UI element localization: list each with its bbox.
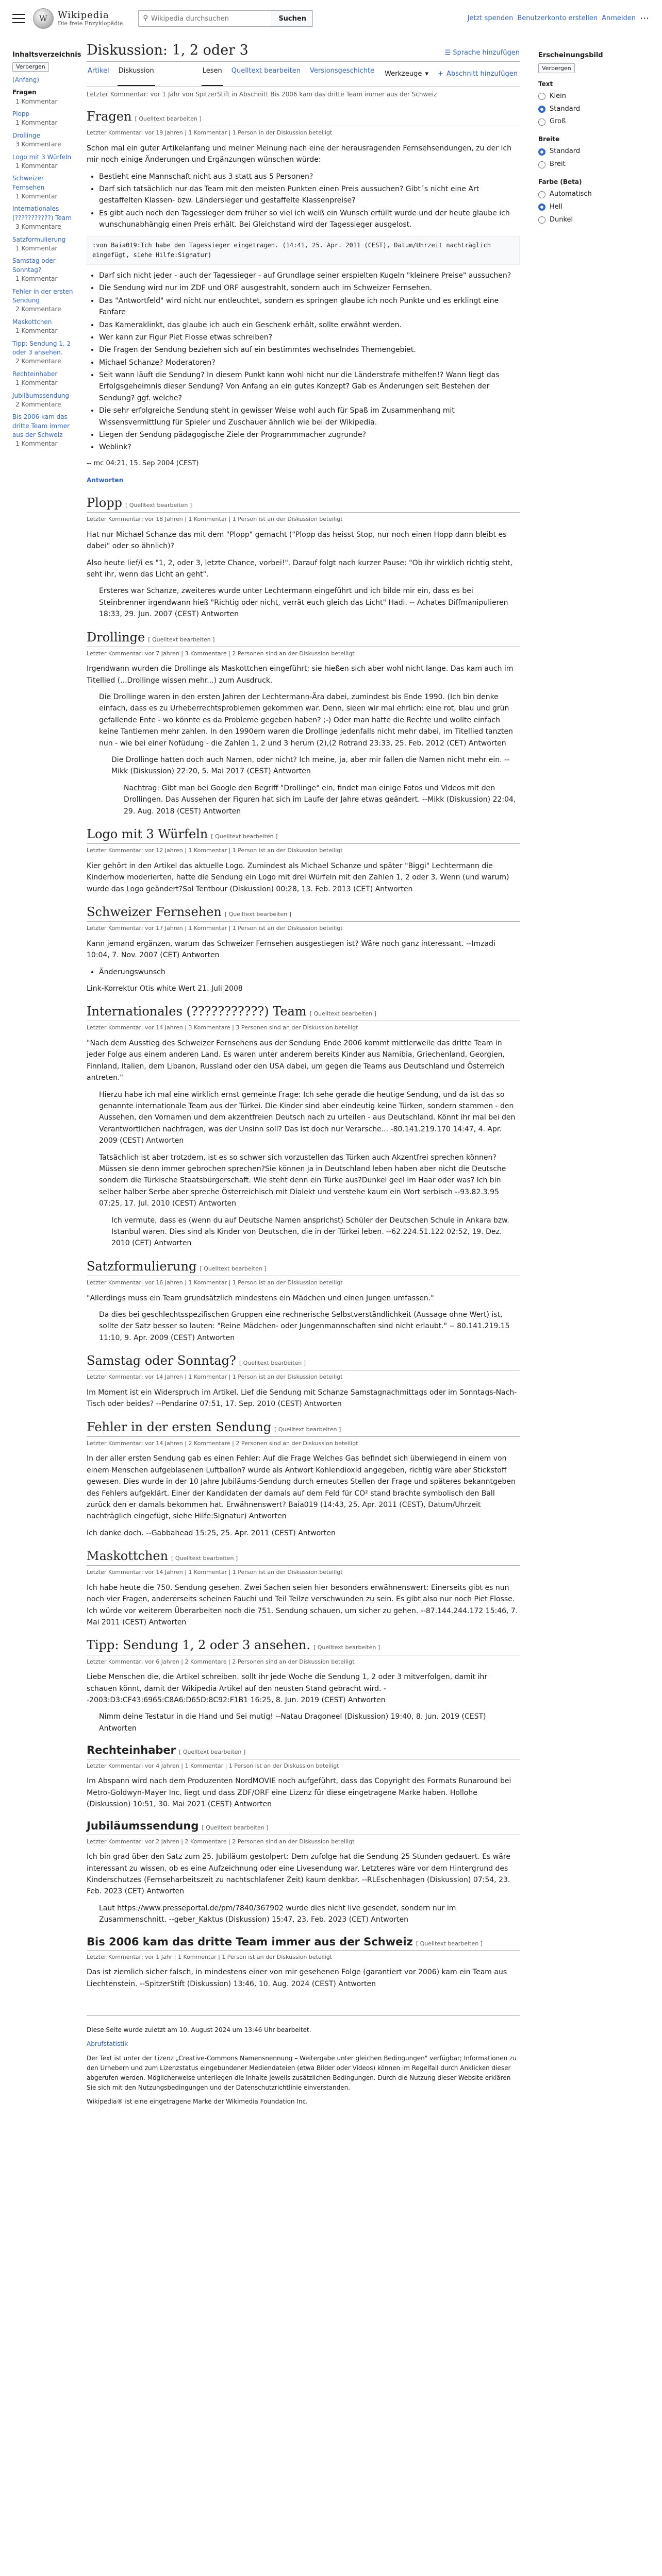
edit-source-link[interactable]: [ Quelltext bearbeiten ] [224, 910, 291, 918]
toc-item[interactable] [12, 413, 73, 449]
comment-text: In der aller ersten Sendung gab es einen Fehler: Auf die Frage Welches Gas befindet sich überwiegend in einem von einem Menschen aufgeblasenen Luftballon? wurde als Antwort Kohlendioxid angegeben, richtig wäre aber Stickstoff gewesen. Dies wurde in der 10 Jahre Jubiläums-Sendung durch erneutes Stellen der Frage und späteres bekanntgeben des Fehlers aufgeklärt. Einer der Kandidaten der damals auf dem Feld für CO² stand brachte symbolisch den Ball zurück den er damals bekommen hat. Erwähnenswert? Baia019 (14:43, 25. Apr. 2011 (CEST), Datum/Uhrzeit nachträglich eingefügt, siehe Hilfe:Signatur) Antworten [87, 1454, 516, 1521]
page-title: Diskussion: 1, 2 oder 3 [87, 42, 249, 58]
comment-text: Im Abspann wird nach dem Produzenten NordMOVIE noch aufgeführt, dass das Copyright des Formats Runaround bei Metro-Goldwyn-Mayer Inc. liegt und dass ZDF/ORF eine Lizenz für diese eingetragene Marke haben. Hollohe (Diskussion) 10:51, 30. Mai 2021 (CEST) Antworten [87, 1777, 511, 1808]
edit-source-link[interactable]: [ Quelltext bearbeiten ] [416, 1940, 483, 1947]
discussion-section [87, 904, 520, 994]
comment-text: Hat nur Michael Schanze das mit dem "Plopp" gemacht ("Plopp das heisst Stop, nur noch einen Hopp dann bleibt es dabei" oder so ähnlich)? [87, 530, 507, 551]
reply-comment: Tatsächlich ist aber trotzdem, ist es so schwer sich vorzustellen das Türken auch Akzentfrei sprechen können?Müssen sie denn immer gebrochen sprechen?Sie können ja in Deutschland leben haben aber nicht die Deutsche sondern die Türkische Staatsbürgerschaft. Wie steht denn ein Türke aus?Dunkel geel im Haar oder was? Ich bin selber halber Serbe aber spreche Österreichisch mit Dialekt und verstehe kaum ein Wort serbisch --93.82.3.95 07:25, 17. Jul. 2010 (CEST) Antworten [99, 1153, 506, 1208]
section-title: Plopp [87, 496, 122, 511]
list-item: • Es gibt auch noch den Tagessieger dem früher so viel ich weiß ein Wunsch erfüllt wurde und der heute glaube ich wunschunabhängig einen Preis erhält. Bei Gleichstand wird der Tagessieger ausgelost. [99, 208, 520, 231]
toc-item-label[interactable]: Fehler in der ersten Sendung [12, 287, 73, 304]
tab-discussion[interactable]: Diskussion [118, 63, 155, 86]
section-title: Jubiläumssendung [87, 1820, 199, 1833]
comment-text: Schon mal ein guter Artikelanfang und meiner Meinung nach eine der herausragenden Fernsehsendungen, zu der ich mir noch einige Änderungen und Ergänzungen wünschen würde: [87, 144, 511, 164]
radio-icon[interactable] [538, 148, 545, 156]
list-item: • Darf sich nicht jeder - auch der Tagessieger - auf Grundlage seiner erspielten Kugeln "kleinere Preise" aussuchen? [99, 270, 520, 281]
edit-source-link[interactable]: [ Quelltext bearbeiten ] [179, 1749, 246, 1756]
appearance-option-label: Groß [550, 117, 566, 126]
appearance-option[interactable] [538, 116, 641, 127]
toc-item-count: 1 Kommentar [15, 245, 58, 252]
toc-item-label[interactable]: Jubiläumssendung [12, 392, 70, 399]
section-meta: Letzter Kommentar: vor 4 Jahren | 1 Kommentar | 1 Person ist an der Diskussion beteiligt [87, 1762, 339, 1769]
toc-item[interactable] [12, 88, 73, 106]
tab-edit-source[interactable]: Quelltext bearbeiten [231, 67, 301, 75]
toc-item-count: 3 Kommentare [15, 223, 61, 231]
toc-item-count: 1 Kommentar [15, 119, 58, 127]
list-item: • Das "Antwortfeld" wird nicht nur entleuchtet, sondern es springen glaube ich noch Punkte und es erklingt eine Fanfare [99, 295, 520, 318]
tab-article[interactable]: Artikel [88, 67, 109, 75]
list-item: • Die Fragen der Sendung beziehen sich auf ein bestimmtes wechselndes Themengebiet. [99, 344, 520, 355]
section-meta: Letzter Kommentar: vor 14 Jahren | 2 Kommentare | 2 Personen sind an der Diskussion beteiligt [87, 1439, 358, 1447]
section-title: Fehler in der ersten Sendung [87, 1419, 272, 1434]
toc-item-label[interactable]: Tipp: Sendung 1, 2 oder 3 ansehen. [12, 340, 71, 356]
section-heading [87, 904, 520, 922]
section-meta: Letzter Kommentar: vor 6 Jahren | 2 Kommentare | 2 Personen sind an der Diskussion beteiligt [87, 1658, 355, 1665]
reply-comment: Nimm deine Testatur in die Hand und Sei mutig! --Natau Dragoneel (Diskussion) 19:40, 8. Jun. 2019 (CEST) Antworten [99, 1713, 486, 1733]
toc-item[interactable] [12, 287, 73, 314]
toc-hide-button[interactable]: Verbergen [12, 62, 49, 72]
list-item: • Die Sendung wird nur im ZDF und ORF ausgestrahlt, sondern auch im Schweizer Fernsehen. [99, 282, 520, 294]
toc-item-count: 1 Kommentar [15, 162, 58, 170]
tab-history[interactable]: Versionsgeschichte [309, 67, 375, 75]
radio-icon[interactable] [538, 191, 545, 198]
discussion-section [87, 1935, 520, 1990]
toc-item-count: 1 Kommentar [15, 440, 58, 448]
list-item: • Michael Schanze? Moderatoren? [99, 357, 520, 368]
section-title: Logo mit 3 Würfeln [87, 827, 208, 841]
toc-item[interactable] [12, 174, 73, 201]
section-meta: Letzter Kommentar: vor 2 Jahren | 2 Kommentare | 2 Personen sind an der Diskussion beteiligt [87, 1838, 355, 1845]
toc-item-label[interactable]: Drollinge [12, 131, 40, 139]
toc-item-label[interactable]: Samstag oder Sonntag? [12, 257, 56, 274]
search-input[interactable] [151, 15, 264, 23]
appearance-option[interactable] [538, 215, 641, 226]
language-button[interactable]: ☰ Sprache hinzufügen [444, 49, 520, 57]
toc-item[interactable] [12, 76, 73, 84]
appearance-group-title: Farbe (Beta) [538, 178, 582, 185]
toc-item-label[interactable]: Fragen [12, 89, 37, 96]
radio-icon[interactable] [538, 93, 545, 100]
toc-item-label[interactable]: Schweizer Fernsehen [12, 175, 45, 191]
comment-text: Liebe Menschen die, die Artikel schreiben. sollt ihr jede Woche die Sendung 1, 2 oder 3 mitverfolgen, damit ihr schauen könnt, damit der Wikipedia Artikel auf den neusten Stand gebracht wird. --2003:D3:CF43:6965:C8A6:D65D:8C92:F1B1 16:25, 8. Jun. 2019 (CEST) Antworten [87, 1673, 488, 1705]
appearance-option-label: Hell [550, 202, 562, 211]
edit-source-link[interactable]: [ Quelltext bearbeiten ] [211, 833, 278, 840]
toc-item-count: 2 Kommentare [15, 400, 61, 408]
discussion-section [87, 495, 520, 620]
edit-source-link[interactable]: [ Quelltext bearbeiten ] [171, 1555, 238, 1562]
section-heading [87, 826, 520, 844]
comment-text: Also heute lief/i es "1, 2, oder 3, letzte Chance, vorbei!". Darauf folgt nach kurzer Pause: "Ob ihr wirklich richtig steht, seht ihr, wenn das Licht an geht". [87, 558, 513, 579]
radio-icon[interactable] [538, 161, 545, 168]
section-heading [87, 1353, 520, 1370]
add-topic-button[interactable]: + Abschnitt hinzufügen [438, 70, 518, 78]
appearance-option[interactable] [538, 159, 641, 170]
discussion-section [87, 1637, 520, 1734]
section-heading [87, 1419, 520, 1437]
section-title: Schweizer Fernsehen [87, 904, 222, 919]
toc-item[interactable] [12, 392, 73, 410]
list-item: • Die sehr erfolgreiche Sendung steht in gewisser Weise wohl auch für Spaß im Zusammenhang mit Wissensvermittlung für Spieler und Zuschauer ähnlich wie bei der Wikipedia. [99, 405, 520, 428]
reply-comment: Die Drollinge hatten doch auch Namen, oder nicht? Ich meine, ja, aber mir fallen die Namen nicht mehr ein. --Mikk (Diskussion) 22:20, 5. Mai 2017 (CEST) Antworten [111, 756, 510, 776]
comment-text: Link-Korrektur Otis white Wert 21. Juli 2008 [87, 984, 243, 993]
section-heading [87, 1819, 520, 1835]
list-item: • Das Kameraklinkt, das glaube ich auch ein Geschenk erhält, sollte erwähnt werden. [99, 319, 520, 331]
toc-item[interactable] [12, 235, 73, 253]
section-heading [87, 1935, 520, 1951]
appearance-option[interactable] [538, 189, 641, 200]
reply-comment: Hierzu habe ich mal eine wirklich ernst gemeinte Frage: Ich sehe gerade die heutige Sendung, und da ist das so genannte internationale Team aus der Türkei. Die Kinder sind aber eindeutig keine Türken, sondern stammen - den Aussehen, den Vornamen und dem akzentfreien Deutsch nach zu urteilen - aus Deutschland. Könnt ihr mal bei den Verantwortlichen nachfragen, was der Unsinn soll? Das ist doch nur Verarsche... -80.141.219.170 14:47, 4. Apr. 2009 (CEST) Antworten [99, 1090, 516, 1145]
reply-button[interactable]: Antworten [87, 476, 124, 484]
section-meta: Letzter Kommentar: vor 18 Jahren | 1 Kommentar | 1 Person ist an der Diskussion beteiligt [87, 516, 343, 523]
tab-read[interactable]: Lesen [202, 63, 223, 86]
toc-item-label[interactable]: (Anfang) [12, 76, 39, 83]
comment-text: Ich bin grad über den Satz zum 25. Jubiläum gestolpert: Dem zufolge hat die Sendung 25 Stunden gedauert. Es wäre interessant zu wissen, ob es eine Aufzeichnung oder eine Livesendung war. Letzteres wäre vor dem Hintergrund des Kinderschutzes (Fernseharbeitszeit zu nachtschlafener Zeit) kaum denkbar. --RLEschenhagen (Diskussion) 07:54, 23. Feb. 2023 (CET) Antworten [87, 1853, 510, 1896]
toc-item-count: 2 Kommentare [15, 358, 61, 365]
appearance-panel [538, 37, 641, 1995]
list-item: • Liegen der Sendung pädagogische Ziele der Programmmacher zugrunde? [99, 429, 520, 440]
radio-icon[interactable] [538, 216, 545, 224]
section-title: Satzformulierung [87, 1259, 197, 1274]
toc-item[interactable] [12, 205, 73, 231]
reply-comment: Die Drollinge waren in den ersten Jahren der Lechtermann-Ära dabei, zumindest bis Ende 1990. (Ich bin denke einfach, dass es zu Urheberrechtsproblemen gekommen war. Denn, sieen wir mal ehrlich: eine rot, blau und grün gefallende Ente - wo könnte es da Probleme gegeben haben? ;-) Oder man hatte die Rechte und wollte einfach keine Tantiemen mehr zahlen. In den 1990ern waren die Drollinge jedenfalls nicht mehr dabei, im Titellied tanzten nun - wie bei einer Nofüdung - die Zahlen 1, 2 und 3 herum (2),(2 Rotrand 23:33, 25. Feb. 2012 (CET) Antworten [99, 693, 513, 748]
radio-icon[interactable] [538, 118, 545, 126]
footer-last-edit: Diese Seite wurde zuletzt am 10. August 2024 um 13:46 Uhr bearbeitet. [87, 2026, 311, 2034]
edit-source-link[interactable]: [ Quelltext bearbeiten ] [313, 1644, 380, 1651]
site-header [0, 0, 662, 37]
appearance-option[interactable] [538, 146, 641, 157]
search-form [138, 10, 313, 27]
appearance-group [538, 177, 641, 226]
appearance-title: Erscheinungsbild [538, 52, 603, 59]
radio-icon[interactable] [538, 106, 545, 113]
appearance-option[interactable] [538, 104, 641, 115]
discussion-section [87, 1353, 520, 1410]
toc-item-label[interactable]: Rechteinhaber [12, 370, 58, 378]
appearance-hide-button[interactable]: Verbergen [538, 63, 575, 74]
edit-source-link[interactable]: [ Quelltext bearbeiten ] [148, 636, 215, 643]
comment-text: Das ist ziemlich sicher falsch, in mindestens einer von mir gesehenen Folge (garantiert vor 2006) kam ein Team aus Liechtenstein. --SpitzerStift (Diskussion) 13:46, 10. Aug. 2024 (CEST) Antworten [87, 1968, 507, 1988]
toc-item-count: 2 Kommentare [15, 306, 61, 313]
footer-statistics-link[interactable]: Abrufstatistik [87, 2040, 128, 2048]
toc-item-count: 1 Kommentar [15, 193, 58, 200]
section-heading [87, 495, 520, 513]
globe-icon: W [33, 8, 54, 29]
appearance-group [538, 134, 641, 170]
toc-item[interactable] [12, 318, 73, 336]
search-field[interactable] [138, 10, 272, 27]
appearance-option-label: Automatisch [550, 190, 592, 198]
comment-text: Ich habe heute die 750. Sendung gesehen. Zwei Sachen seien hier besonders erwähnenswert: Einerseits gibt es nun noch vier Fragen, andererseits scheinen Fauchi und Teil Teilze verschwunden zu sein. Es gibt also nur noch Piet Flosse. Ich würde vor weiterem Überarbeiten noch die 751. Sendung schauen, um sicher zu gehen. --87.144.244.172 15:46, 7. Mai 2011 (CEST) Antworten [87, 1583, 518, 1627]
comment-list [99, 270, 520, 453]
appearance-option[interactable] [538, 202, 641, 213]
appearance-group-title: Text [538, 80, 553, 88]
section-title: Fragen [87, 109, 132, 124]
section-meta: Letzter Kommentar: vor 16 Jahren | 1 Kommentar | 1 Person ist an der Diskussion beteiligt [87, 1279, 343, 1286]
appearance-option-label: Standard [550, 147, 581, 156]
discussion-section [87, 1419, 520, 1539]
tab-tools[interactable]: Werkzeuge ▾ [385, 70, 429, 78]
section-heading [87, 630, 520, 647]
list-item: • Seit wann läuft die Sendung? In diesem Punkt kann wohl nicht nur die Länderstrafe mithelfen!? Wann liegt das Erfolgsgeheimnis dieser Sendung? Von Anfang an ein gutes Konzept? Gab es Änderungen seit Bestehen der Sendung? ggf. welche? [99, 369, 520, 404]
section-title: Maskottchen [87, 1549, 169, 1564]
appearance-group [538, 79, 641, 128]
discussion-section [87, 630, 520, 817]
main-menu-icon[interactable] [12, 14, 25, 23]
toc-item-label[interactable]: Satzformulierung [12, 235, 66, 243]
logo-tagline: Die freie Enzyklopädie [58, 20, 123, 27]
toc-item-count: 1 Kommentar [15, 275, 58, 283]
comment-signature: -- mc 04:21, 15. Sep 2004 (CEST) [87, 459, 199, 467]
toc-item-count: 1 Kommentar [15, 379, 58, 387]
comment-text: Kann jemand ergänzen, warum das Schweizer Fernsehen ausgestiegen ist? Wäre noch ganz interessant. --Imzadi 10:04, 7. Nov. 2007 (CET) Antworten [87, 939, 495, 960]
section-heading [87, 1637, 520, 1655]
toc-item[interactable] [12, 370, 73, 388]
appearance-group-title: Breite [538, 135, 560, 143]
section-title: Drollinge [87, 630, 145, 645]
section-heading [87, 1743, 520, 1759]
edit-source-link[interactable]: [ Quelltext bearbeiten ] [309, 1010, 376, 1018]
list-item: • Darf sich tatsächlich nur das Team mit den meisten Punkten einen Preis aussuchen? Gibt´s nicht eine Art gestaffelten Klassen- bzw. Ländersieger und gestaffelte Klassenpreise? [99, 183, 520, 207]
toc-item-label[interactable]: Bis 2006 kam das dritte Team immer aus der Schweiz [12, 413, 70, 439]
discussion-section [87, 1743, 520, 1810]
preformatted-comment: :von Baia019:Ich habe den Tagessieger eingetragen. (14:41, 25. Apr. 2011 (CEST), Datum/Uhrzeit nachträglich eingefügt, siehe Hilfe:Signatur) [87, 236, 520, 265]
section-meta: Letzter Kommentar: vor 7 Jahren | 3 Kommentare | 2 Personen sind an der Diskussion beteiligt [87, 650, 355, 657]
section-title: Samstag oder Sonntag? [87, 1353, 236, 1368]
toc-item-label[interactable]: Internationales (???????????) Team [12, 205, 72, 222]
section-heading [87, 1259, 520, 1276]
edit-source-link[interactable]: [ Quelltext bearbeiten ] [125, 502, 192, 509]
section-title: Internationales (???????????) Team [87, 1004, 307, 1019]
reply-comment: Laut https://www.presseportal.de/pm/7840/367902 wurde dies nicht live gesendet, sondern nur im Zusammenschnitt. --geber_Kaktus (Diskussion) 15:47, 23. Feb. 2023 (CET) Antworten [99, 1904, 456, 1924]
comment-text: Im Moment ist ein Widerspruch im Artikel. Lief die Sendung mit Schanze Samstagnachmittags oder im Sonntags-Nach-Tisch oder beides? --Pendarine 07:51, 17. Sep. 2010 (CEST) Antworten [87, 1388, 517, 1409]
comment-text: Irgendwann wurden die Drollinge als Maskottchen eingeführt; sie hießen sich aber wohl nicht lange. Das kam auch im Titellied (...Drollinge wissen mehr...) zum Ausdruck. [87, 665, 514, 685]
list-item: • Wer kann zur Figur Piet Flosse etwas schreiben? [99, 332, 520, 343]
section-heading [87, 1004, 520, 1021]
donate-link[interactable]: Jetzt spenden [467, 14, 514, 22]
appearance-option-label: Standard [550, 105, 581, 113]
toc-item-label[interactable]: Maskottchen [12, 318, 52, 326]
main-content [87, 37, 520, 1995]
comment-text: "Allerdings muss ein Team grundsätzlich mindestens ein Mädchen und einen Jungen umfassen." [87, 1294, 434, 1302]
comment-text: "Nach dem Ausstieg des Schweizer Fernsehens aus der Sendung Ende 2006 kommt mittlerweile das dritte Team in jeder Folge aus einem anderen Land. Es waren unter anderem bereits Kinder aus Namibia, Griechenland, Georgien, Finnland, Italien, dem Libanon, Russland oder den USA dabei, um gegen die Teams aus Deutschland und Österreich antreten." [87, 1039, 505, 1082]
toc-item[interactable] [12, 153, 73, 171]
appearance-option-label: Dunkel [550, 215, 573, 224]
edit-source-link[interactable]: [ Quelltext bearbeiten ] [200, 1265, 267, 1272]
comment-list [99, 967, 520, 978]
comment-list [99, 171, 520, 231]
discussion-section [87, 1004, 520, 1249]
toc-item[interactable] [12, 257, 73, 283]
login-link[interactable]: Anmelden [602, 14, 636, 22]
list-item: • Änderungswunsch [99, 967, 520, 978]
section-meta: Letzter Kommentar: vor 17 Jahren | 1 Kommentar | 1 Person ist an der Diskussion beteiligt [87, 925, 343, 932]
page-subtitle: Letzter Kommentar: vor 1 Jahr von SpitzerStift in Abschnitt Bis 2006 kam das dritte Team immer aus der Schweiz [87, 90, 437, 98]
appearance-option[interactable] [538, 91, 641, 102]
search-icon: ⚲ [143, 14, 148, 22]
section-heading [87, 109, 520, 126]
more-options-icon[interactable]: ⋯ [640, 12, 650, 24]
discussion-section [87, 1819, 520, 1925]
discussion-section [87, 109, 520, 486]
radio-icon[interactable] [538, 204, 545, 211]
toc-item[interactable] [12, 340, 73, 366]
toc-item[interactable] [12, 131, 73, 149]
section-title: Rechteinhaber [87, 1744, 176, 1757]
discussion-section [87, 826, 520, 895]
discussion-section [87, 1259, 520, 1344]
reply-comment: Ich vermute, dass es (wenn du auf Deutsche Namen ansprichst) Schüler der Deutschen Schule in Ankara bzw. Istanbul waren. Dies sind als Kinder von Deutschen, die in der Türkei leben. --62.224.51.122 02:52, 19. Dez. 2010 (CET) Antworten [111, 1216, 509, 1248]
list-item: • Weblink? [99, 442, 520, 453]
section-title: Bis 2006 kam das dritte Team immer aus der Schweiz [87, 1935, 413, 1948]
toc-item-count: 1 Kommentar [15, 97, 58, 105]
footer-license: Der Text ist unter der Lizenz „Creative-Commons Namensnennung – Weitergabe unter gleichen Bedingungen" verfügbar; Informationen zu den Urhebern und zum Lizenzstatus eingebundener Mediendateien (etwa Bilder oder Videos) können im Regelfall durch Anklicken dieser abgerufen werden. Möglicherweise unterliegen die Inhalte jeweils zusätzlichen Bedingungen. Durch die Nutzung dieser Website erklären Sie sich mit den Nutzungsbedingungen und der Datenschutzrichtlinie einverstanden. [87, 2054, 517, 2092]
discussion-section [87, 1548, 520, 1628]
edit-source-link[interactable]: [ Quelltext bearbeiten ] [202, 1824, 269, 1832]
toc-item-label[interactable]: Logo mit 3 Würfeln [12, 153, 72, 161]
search-button[interactable]: Suchen [272, 10, 313, 27]
footer-trademark: Wikipedia® ist eine eingetragene Marke der Wikimedia Foundation Inc. [87, 2098, 308, 2106]
reply-comment: Nachtrag: Gibt man bei Google den Begriff "Drollinge" ein, findet man einige Fotos und Videos mit den Drollingen. Das Aussehen der Figuren hat sich im Laufe der Jahre etwas geändert. --Mikk (Diskussion) 22:04, 29. Aug. 2018 (CEST) Antworten [124, 784, 516, 816]
user-links [468, 11, 650, 26]
toc-item-count: 1 Kommentar [15, 327, 58, 335]
section-meta: Letzter Kommentar: vor 19 Jahren | 1 Kommentar | 1 Person in der Diskussion beteiligt [87, 129, 333, 137]
toc-item-count: 3 Kommentare [15, 141, 61, 148]
section-title: Tipp: Sendung 1, 2 oder 3 ansehen. [87, 1638, 310, 1653]
appearance-option-label: Breit [550, 160, 566, 168]
section-meta: Letzter Kommentar: vor 14 Jahren | 3 Kommentare | 3 Personen sind an der Diskussion beteiligt [87, 1024, 358, 1031]
edit-source-link[interactable]: [ Quelltext bearbeiten ] [274, 1426, 341, 1433]
comment-text: Ich danke doch. --Gabbahead 15:25, 25. Apr. 2011 (CEST) Antworten [87, 1529, 336, 1537]
section-meta: Letzter Kommentar: vor 14 Jahren | 1 Kommentar | 1 Person ist an der Diskussion beteiligt [87, 1569, 343, 1576]
edit-source-link[interactable]: [ Quelltext bearbeiten ] [135, 115, 202, 123]
toc-item-label[interactable]: Plopp [12, 110, 30, 117]
list-item: • Bestieht eine Mannschaft nicht aus 3 statt aus 5 Personen? [99, 171, 520, 182]
comment-text: Kier gehört in den Artikel das aktuelle Logo. Zumindest als Michael Schanze und später "Biggi" Lechtermann die Kinderhow moderierten, hatte die Sendung ein Logo mit drei Würfeln mit den Zahlen 1, 2 oder 3. Wenn (und warum) wurde das Logo geändert?Sol Tentbour (Diskussion) 00:28, 13. Feb. 2013 (CET) Antworten [87, 861, 509, 893]
logo-word: Wikipedia [58, 10, 109, 21]
reply-comment: Da dies bei geschlechtsspezifischen Gruppen eine rechnerische Selbstverständlichkeit (Aussage ohne Wert) ist, sollte der Satz besser so lauten: "Reine Mädchen- oder Jungenmannschaften sind nicht erlaubt." -- 80.141.219.15 11:10, 9. Apr. 2009 (CEST) Antworten [99, 1310, 510, 1342]
section-meta: Letzter Kommentar: vor 12 Jahren | 1 Kommentar | 1 Person ist an der Diskussion beteiligt [87, 847, 343, 854]
section-meta: Letzter Kommentar: vor 1 Jahr | 1 Kommentar | 1 Person ist an der Diskussion beteiligt [87, 1953, 333, 1960]
appearance-option-label: Klein [550, 92, 566, 100]
table-of-contents [12, 37, 81, 1995]
section-heading [87, 1548, 520, 1566]
toc-item[interactable] [12, 110, 73, 128]
wikipedia-logo[interactable] [33, 8, 123, 29]
edit-source-link[interactable]: [ Quelltext bearbeiten ] [239, 1360, 306, 1367]
reply-comment: Ersteres war Schanze, zweiteres wurde unter Lechtermann eingeführt und ich bilde mir ein, dass es bei Steinbrenner irgendwann hieß "Richtig oder nicht, verrät euch gleich das Licht" Hadi. -- Achates Diffmanipulieren 18:33, 29. Jun. 2007 (CEST) Antworten [99, 587, 508, 619]
page-footer [87, 2015, 520, 2131]
page-tabs [87, 63, 520, 87]
section-meta: Letzter Kommentar: vor 14 Jahren | 1 Kommentar | 1 Person ist an der Diskussion beteiligt [87, 1374, 343, 1381]
create-account-link[interactable]: Benutzerkonto erstellen [517, 14, 598, 22]
toc-title: Inhaltsverzeichnis [12, 51, 81, 59]
